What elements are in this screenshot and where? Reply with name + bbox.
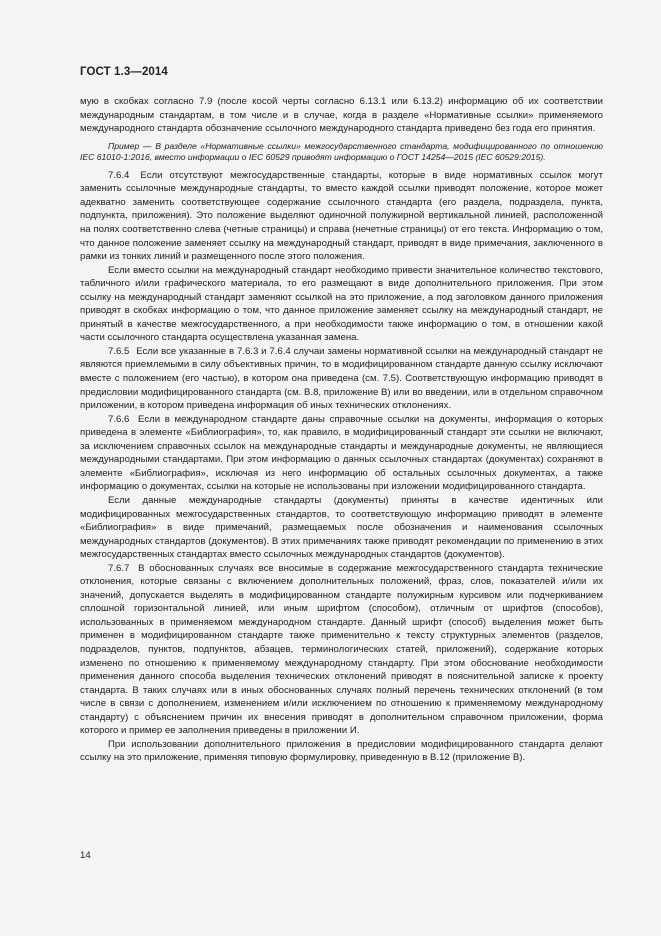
example-note-lead: Пример — [108,140,152,151]
paragraph-text: Если отсутствуют межгосударственные стандарты, которые в виде нормативных ссылок могут заменить ссылочные международные стандарты, то вместо каждой ссылки приводят положение, которое может адекватно заменить соответствующее содержание ссылочного стандарта (его раздела, подраздела, пункта, подпункта, приложения). Это положение выделяют одиночной полужирной вертикальной линией, расположенной на полях соответственно слева (четные страницы) и справа (нечетные страницы) от его текста. Информацию о том, что данное положение заменяет ссылку на международный стандарт, приводят в виде примечания, заключенного в рамки из тонких линий и размещенного после этого положения. [80,169,603,263]
clause-number: 7.6.6 [108,413,130,425]
paragraph-7-6-4 [80,169,603,264]
page-title: ГОСТ 1.3—2014 [80,66,168,78]
paragraph-text: Если в международном стандарте даны справочные ссылки на документы, информация о которых приведена в элементе «Библиография», то, как правило, в модифицированный стандарт эти ссылки не включают, за исключением справочных ссылок на международные стандарты и международные документы, не являющиеся международными стандартами. При этом информацию о данных ссылочных стандартах (документах) сохраняют в элементе «Библиография», исключая из него информацию об остальных ссылочных документах, а также информацию о документах, ссылки на которые не использованы при изложении модифицированного стандарта. [80,413,603,493]
clause-number: 7.6.5 [108,345,130,357]
paragraph-text: Если все указанные в 7.6.3 и 7.6.4 случаи замены нормативной ссылки на международный стандарт не являются приемлемыми в силу объективных причин, то в модифицированном стандарте данную ссылку исключают вместе с положением (его частью), в котором она приведена (см. 7.5). Соответствующую информацию приводят в предисловии модифицированного стандарта (см. В.8, приложение В) или во введении, или в отдельном справочном приложении, в котором приведена информация об иных технических отклонениях. [80,345,603,412]
document-body [80,95,603,765]
paragraph-7-6-6 [80,413,603,494]
clause-number: 7.6.7 [108,562,130,574]
example-note-text: В разделе «Нормативные ссылки» межгосударственного стандарта, модифицированного по отношению IEC 61010-1:2016, вместо информации о IEC 60529 приводят информацию о ГОСТ 14254—2015 (IEC 60529:2015). [80,140,604,163]
paragraph-appendix-replacement: Если вместо ссылки на международный стандарт необходимо привести значительное количество текстового, табличного и/или графического материала, то его размещают в виде дополнительного приложения. При этом ссылку на международный стандарт заменяют ссылкой на это приложение, а под заголовком данного приложения приводят в скобках информацию о том, что данное приложение заменяет ссылку на международный стандарт, не принятый в качестве межгосударственного, а при необходимости также информацию о том, в отношении какой части ссылочного стандарта осуществлена указанная замена. [80,264,603,344]
page-number: 14 [80,850,91,861]
paragraph-text: В обоснованных случаях все вносимые в содержание межгосударственного стандарта технические отклонения, которые связаны с включением дополнительных положений, фраз, слов, показателей и/или их значений, допускается выделять в модифицированном стандарте полужирным курсивом или подчеркиванием сплошной горизонтальной линией, или иным шрифтом (способом), отличным от шрифтов (способов), использованных в применяемом международном стандарте. Данный шрифт (способ) выделения может быть применен в модифицированном стандарте также применительно к тексту структурных элементов (разделов, подразделов, пунктов, подпунктов, абзацев, терминологических статей, приложений), содержание которых изменено по отношению к применяемому международному стандарту. При этом обоснование необходимости применения данного способа выделения технических отклонений приводят в пояснительной записке к проекту стандарта. В таких случаях или в иных обоснованных случаях полный перечень технических отклонений (в том числе в связи с дополнением, изменением и/или исключением по отношению к применяемому международному стандарту) с объяснением причин их внесения приводят в дополнительном справочном приложении, форма которого и пример ее заполнения приведены в приложении И. [80,562,603,737]
example-note [80,141,603,164]
clause-number: 7.6.4 [108,169,130,181]
paragraph-preface-reference: При использовании дополнительного приложения в предисловии модифицированного стандарта делают ссылку на это приложение, применяя типовую формулировку, приведенную в В.12 (приложение В). [80,738,603,764]
paragraph-continuation: мую в скобках согласно 7.9 (после косой черты согласно 6.13.1 или 6.13.2) информацию об их соответствии международным стандартам, в том числе и в случае, когда в разделе «Нормативные ссылки» применяемого международного стандарта обозначение ссылочного международного стандарта приведено без года его принятия. [80,96,603,135]
paragraph-7-6-7 [80,562,603,738]
paragraph-7-6-5 [80,345,603,413]
paragraph-bibliography-notes: Если данные международные стандарты (документы) приняты в качестве идентичных или модифицированных межгосударственных стандартов, то соответствующую информацию приводят в элементе «Библиография» в виде примечаний, размещаемых после обозначения и наименования ссылочных международных стандартов (документов). В этих примечаниях также приводят рекомендации по применению в этих межгосударственных стандартах вместо ссылочных международных стандартов (документов). [80,494,603,561]
